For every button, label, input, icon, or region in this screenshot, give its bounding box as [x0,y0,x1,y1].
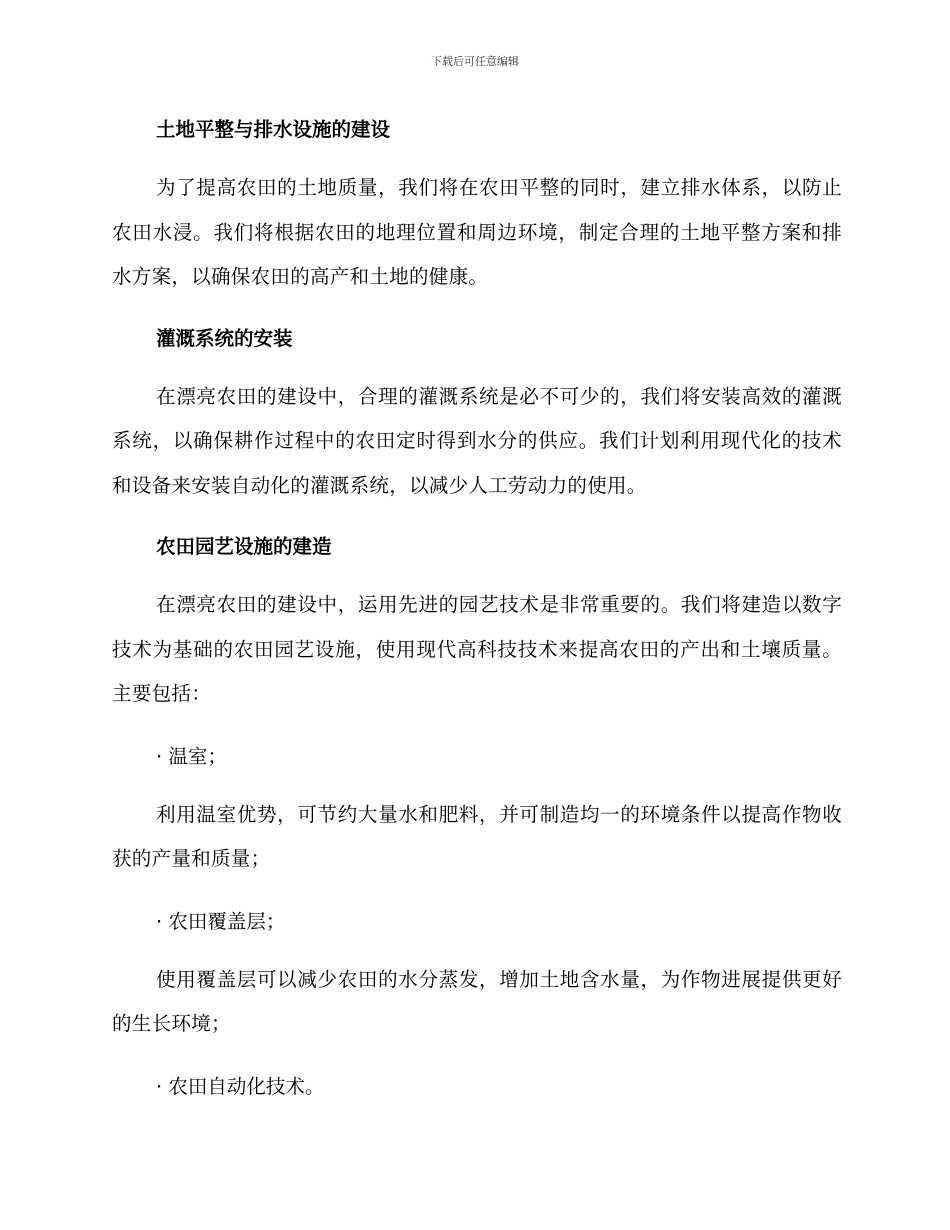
document-body [112,112,842,1105]
paragraph-irrigation: 在漂亮农田的建设中，合理的灌溉系统是必不可少的，我们将安装高效的灌溉系统，以确保耕作过程中的农田定时得到水分的供应。我们计划利用现代化的技术和设备来安装自动化的灌溉系统，以减少人工劳动力的使用。 [112,384,842,497]
section-heading-land-drainage: 土地平整与排水设施的建设 [156,118,391,141]
section-heading-irrigation: 灌溉系统的安装 [156,326,293,350]
bullet-automation: · 农田自动化技术。 [156,1074,325,1098]
paragraph-cover-layer: 使用覆盖层可以减少农田的水分蒸发，增加土地含水量，为作物进展提供更好的生长环境； [112,967,842,1035]
paragraph-greenhouse: 利用温室优势，可节约大量水和肥料，并可制造均一的环境条件以提高作物收获的产量和质量； [112,802,842,870]
bullet-cover-layer: · 农田覆盖层； [156,909,286,933]
bullet-greenhouse: · 温室； [156,744,227,768]
section-heading-horticulture: 农田园艺设施的建造 [156,535,332,558]
page-header: 下载后可任意编辑 [431,55,519,68]
paragraph-land-drainage: 为了提高农田的土地质量，我们将在农田平整的同时，建立排水体系，以防止农田水浸。我们将根据农田的地理位置和周边环境，制定合理的土地平整方案和排水方案，以确保农田的高产和土地的健康。 [112,176,842,288]
paragraph-horticulture: 在漂亮农田的建设中，运用先进的园艺技术是非常重要的。我们将建造以数字技术为基础的农田园艺设施，使用现代高科技技术来提高农田的产出和土壤质量。主要包括： [112,593,842,705]
